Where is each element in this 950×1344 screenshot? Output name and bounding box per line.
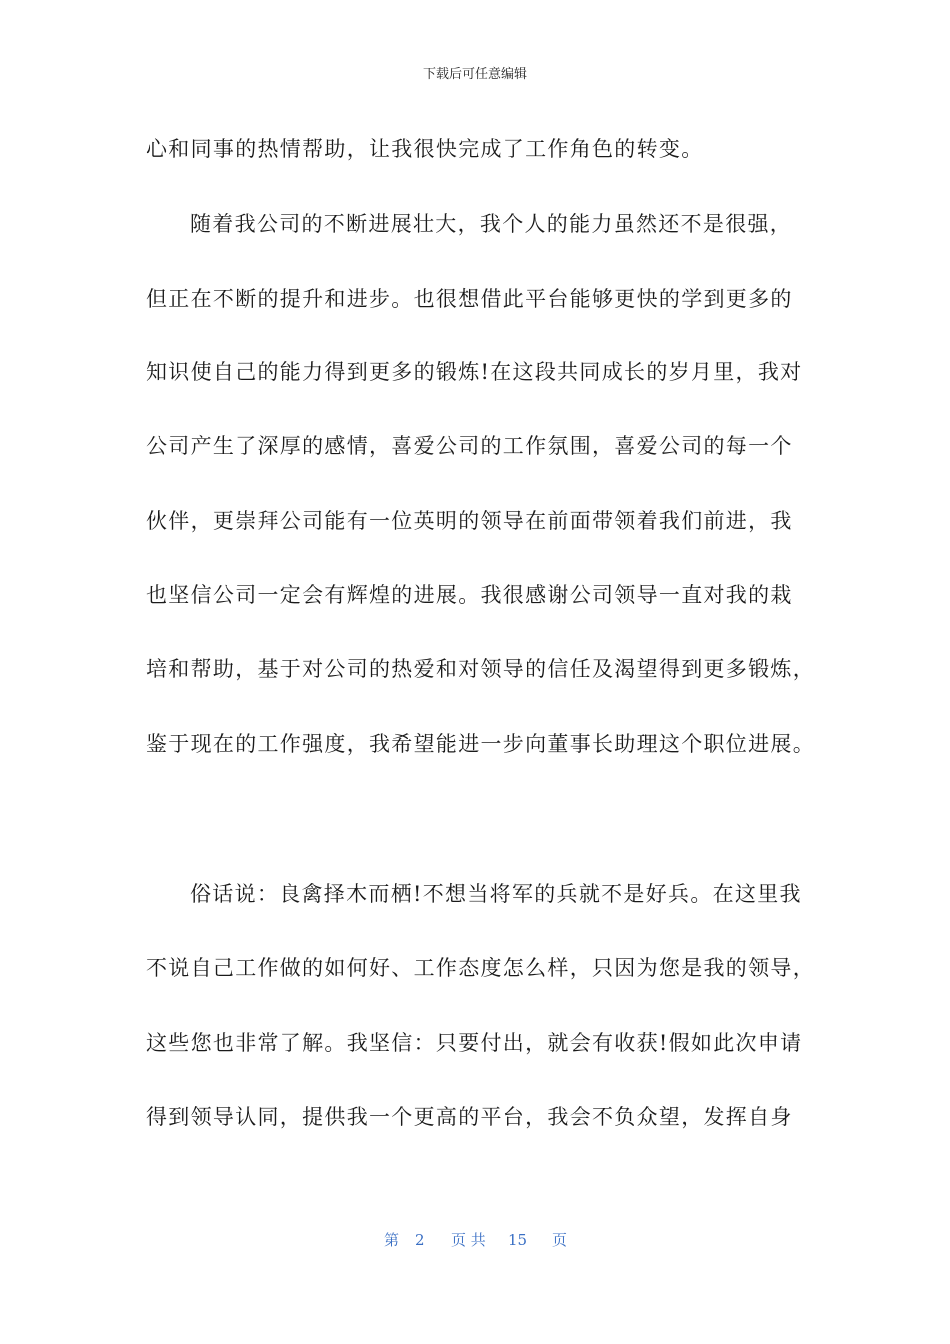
footer-suffix: 页 <box>552 1231 568 1249</box>
body-line-1: 心和同事的热情帮助，让我很快完成了工作角色的转变。 <box>146 137 704 161</box>
body-line-12: 这些您也非常了解。我坚信：只要付出，就会有收获!假如此次申请 <box>146 1031 803 1055</box>
body-line-5: 公司产生了深厚的感情，喜爱公司的工作氛围，喜爱公司的每一个 <box>146 434 793 458</box>
footer-middle: 页 共 <box>451 1231 486 1249</box>
footer-prefix: 第 <box>384 1231 400 1249</box>
body-line-11: 不说自己工作做的如何好、工作态度怎么样，只因为您是我的领导， <box>146 956 815 980</box>
body-line-9: 鉴于现在的工作强度，我希望能进一步向董事长助理这个职位进展。 <box>146 732 815 756</box>
footer-total-pages: 15 <box>508 1231 528 1249</box>
body-line-2: 随着我公司的不断进展壮大，我个人的能力虽然还不是很强， <box>190 212 793 236</box>
body-line-4: 知识使自己的能力得到更多的锻炼!在这段共同成长的岁月里，我对 <box>146 360 803 384</box>
body-line-6: 伙伴，更崇拜公司能有一位英明的领导在前面带领着我们前进，我 <box>146 509 793 533</box>
body-line-10: 俗话说：良禽择木而栖!不想当将军的兵就不是好兵。在这里我 <box>190 882 802 906</box>
body-line-7: 也坚信公司一定会有辉煌的进展。我很感谢公司领导一直对我的栽 <box>146 583 793 607</box>
page-footer <box>0 1228 950 1252</box>
footer-current-page: 2 <box>415 1231 425 1249</box>
body-line-3: 但正在不断的提升和进步。也很想借此平台能够更快的学到更多的 <box>146 287 793 311</box>
body-line-8: 培和帮助，基于对公司的热爱和对领导的信任及渴望得到更多锻炼， <box>146 657 815 681</box>
body-line-13: 得到领导认同，提供我一个更高的平台，我会不负众望，发挥自身 <box>146 1105 793 1129</box>
header-note: 下载后可任意编辑 <box>422 67 527 82</box>
